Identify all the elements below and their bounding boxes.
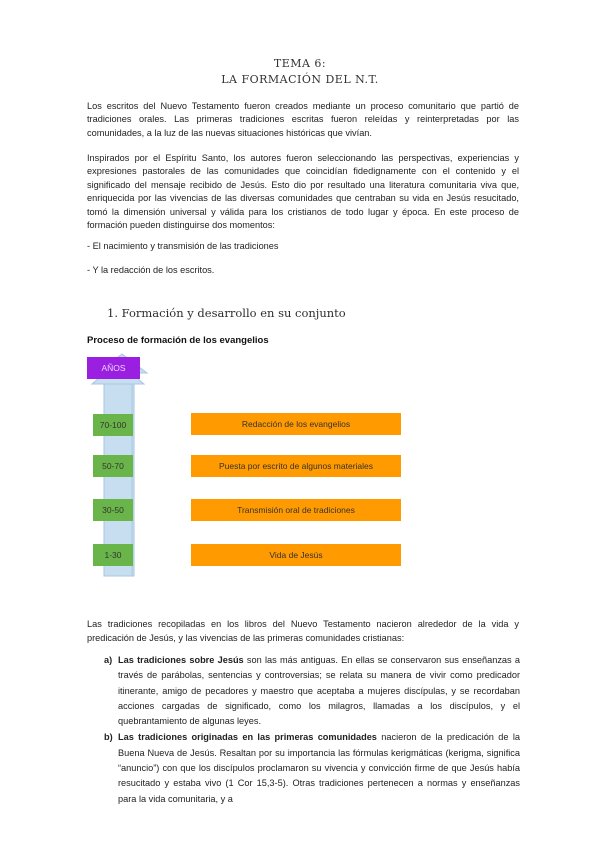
traditions-list: [104, 653, 520, 807]
closing-intro: Las tradiciones recopiladas en los libros del Nuevo Testamento nacieron alrededor de la vida y predicación de Jesús, y las vivencias de las primeras comunidades cristianas:: [87, 619, 519, 643]
list-item-bold: Las tradiciones sobre Jesús: [118, 655, 244, 665]
moment-2: - Y la redacción de los escritos.: [87, 265, 215, 275]
intro-paragraph: Los escritos del Nuevo Testamento fueron creados mediante un proceso comunitario que partió de tradiciones orales. Las primeras tradiciones escritas fueron releídas y reinterpretadas por las comunidades, a la luz de las nuevas situaciones históricas que vivían.: [87, 101, 519, 138]
stage-label-4: Vida de Jesús: [269, 550, 323, 560]
list-item-text: son las más antiguas. En ellas se conservaron sus enseñanzas a través de parábolas, sentencias y controversias; se relata su manera de vivir como predicador itinerante, amigo de pecadores y maestro que aceptaba a mujeres discípulas, y se recordaban acciones cargadas de significado, como los milagros, llamadas a los discípulos, y el quebrantamiento de algunas leyes.: [118, 655, 520, 727]
subheading: Proceso de formación de los evangelios: [87, 335, 269, 346]
list-item-bold: Las tradiciones originadas en las primeras comunidades: [118, 732, 377, 743]
title-line-2: LA FORMACIÓN DEL N.T.: [221, 73, 379, 86]
period-label-2: 50-70: [102, 461, 124, 471]
list-item-text: nacieron de la predicación de la Buena Nueva de Jesús. Resaltan por su importancia las fórmulas kerigmáticas (kerigma, significa “anuncio”) con que los discípulos proclamaron su vivencia y convicción firme de que Jesús había resucitado y estaba vivo (1 Cor 15,3-5). Otras tradiciones pertenecen a normas y enseñanzas para la vida comunitaria, y a: [118, 732, 520, 804]
period-label-1: 70-100: [99, 420, 127, 430]
moment-1: - El nacimiento y transmisión de las tradiciones: [87, 241, 279, 251]
period-label-3: 30-50: [102, 505, 124, 515]
list-item: [104, 730, 520, 806]
second-paragraph: Inspirados por el Espíritu Santo, los autores fueron seleccionando las perspectivas, experiencias y expresiones pastorales de las comunidades que coincidían fidedignamente con el contenido y el significado del mensaje recibido de Jesús. Esto dio por resultado una literatura comunitaria viva que, enriquecida por las vivencias de las diversas comunidades que centraban su vida en Jesús resucitado, tomó la dimensión universal y válida para los cristianos de todo lugar y época. En este proceso de formación pueden distinguirse dos momentos:: [87, 153, 519, 231]
section-heading: 1. Formación y desarrollo en su conjunto: [107, 306, 346, 320]
list-item: [104, 653, 520, 729]
title-line-1: TEMA 6:: [273, 57, 327, 70]
list-marker: b): [104, 732, 113, 743]
list-marker: a): [104, 655, 113, 665]
years-label: AÑOS: [101, 363, 126, 373]
stage-label-1: Redacción de los evangelios: [241, 419, 351, 429]
period-label-4: 1-30: [104, 550, 122, 560]
stage-label-2: Puesta por escrito de algunos materiales: [218, 461, 374, 471]
stage-label-3: Transmisión oral de tradiciones: [237, 505, 355, 515]
